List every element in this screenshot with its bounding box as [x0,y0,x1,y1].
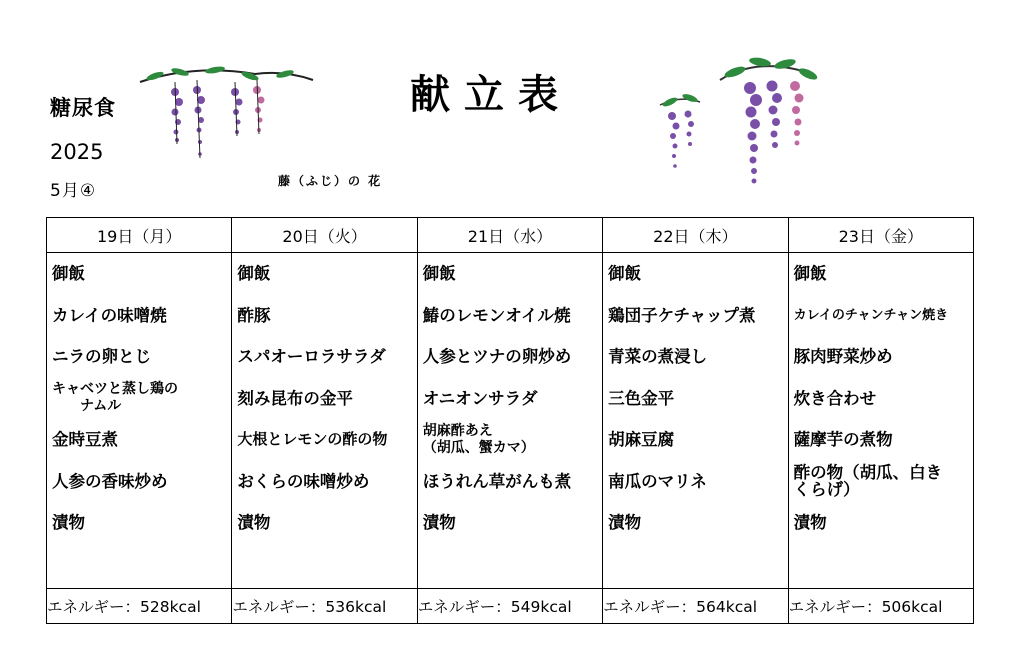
dish-item: 御飯 [237,264,271,284]
energy-total: エネルギー：536kcal [232,589,417,624]
menu-table [46,217,974,624]
dish-item: 御飯 [422,264,456,284]
week-label: 5月④ [50,181,97,201]
dish-item: 青菜の煮浸し [608,347,708,367]
dish-item: キャベツと蒸し鶏の ナムル [52,381,178,415]
energy-total: エネルギー：549kcal [417,589,602,624]
dish-item: 三色金平 [608,388,675,408]
energy-total: エネルギー：528kcal [47,589,232,624]
dish-item: カレイのチャンチャン焼き [793,307,949,323]
dish-item: 人参とツナの卵炒め [422,347,572,367]
dish-item: 鶏団子ケチャップ煮 [608,305,756,325]
day-menu-thursday [603,253,788,589]
dish-item: 人参の香味炒め [52,471,168,491]
dish-item: 酢の物（胡瓜、白き くらげ） [793,463,943,500]
dish-item: 漬物 [608,513,642,533]
year-label: 2025 [50,140,104,164]
dish-item: 漬物 [237,513,271,533]
dish-item: 漬物 [52,513,85,533]
dish-item: ほうれん草がんも煮 [422,471,572,491]
day-header: 22日（木） [603,218,788,253]
dish-item: 漬物 [793,513,827,533]
day-header: 19日（月） [47,218,232,253]
dish-item: 胡麻酢あえ （胡瓜、蟹カマ） [422,422,535,456]
dish-item: 大根とレモンの酢の物 [237,430,388,449]
day-menu-tuesday [232,253,417,589]
dish-item: 胡麻豆腐 [608,430,675,450]
dish-item: おくらの味噌炒め [237,471,370,491]
dish-item: 御飯 [608,264,642,284]
dish-item: 刻み昆布の金平 [237,388,353,408]
dish-item: 鰆のレモンオイル焼 [422,305,571,325]
day-header-row [47,218,974,253]
dish-item: 薩摩芋の煮物 [793,430,893,450]
dishes-row [47,253,974,589]
day-menu-monday [47,253,232,589]
day-header: 20日（火） [232,218,417,253]
dish-item: 御飯 [52,264,85,284]
wisteria-right-illustration [650,50,820,190]
illustration-caption: 藤（ふじ）の 花 [278,174,383,188]
day-header: 21日（水） [417,218,602,253]
energy-row [47,589,974,624]
dish-item: 金時豆煮 [52,430,118,450]
dish-item: オニオンサラダ [422,388,538,408]
page-title: 献立表 [410,72,572,118]
dish-item: スパオーロラサラダ [237,347,386,367]
day-header: 23日（金） [788,218,973,253]
dish-item: 炊き合わせ [793,388,877,408]
dish-item: ニラの卵とじ [52,347,151,367]
dish-item: 酢豚 [237,305,271,325]
dish-item: 御飯 [793,264,827,284]
dish-item: 南瓜のマリネ [608,471,707,491]
wisteria-left-illustration [135,62,315,182]
energy-total: エネルギー：564kcal [603,589,788,624]
diet-type-label: 糖尿食 [50,96,116,120]
dish-item: 漬物 [422,513,456,533]
dish-item: 豚肉野菜炒め [793,347,893,367]
dish-item: カレイの味噌焼 [52,305,167,325]
day-menu-friday [788,253,973,589]
day-menu-wednesday [417,253,602,589]
energy-total: エネルギー：506kcal [788,589,973,624]
